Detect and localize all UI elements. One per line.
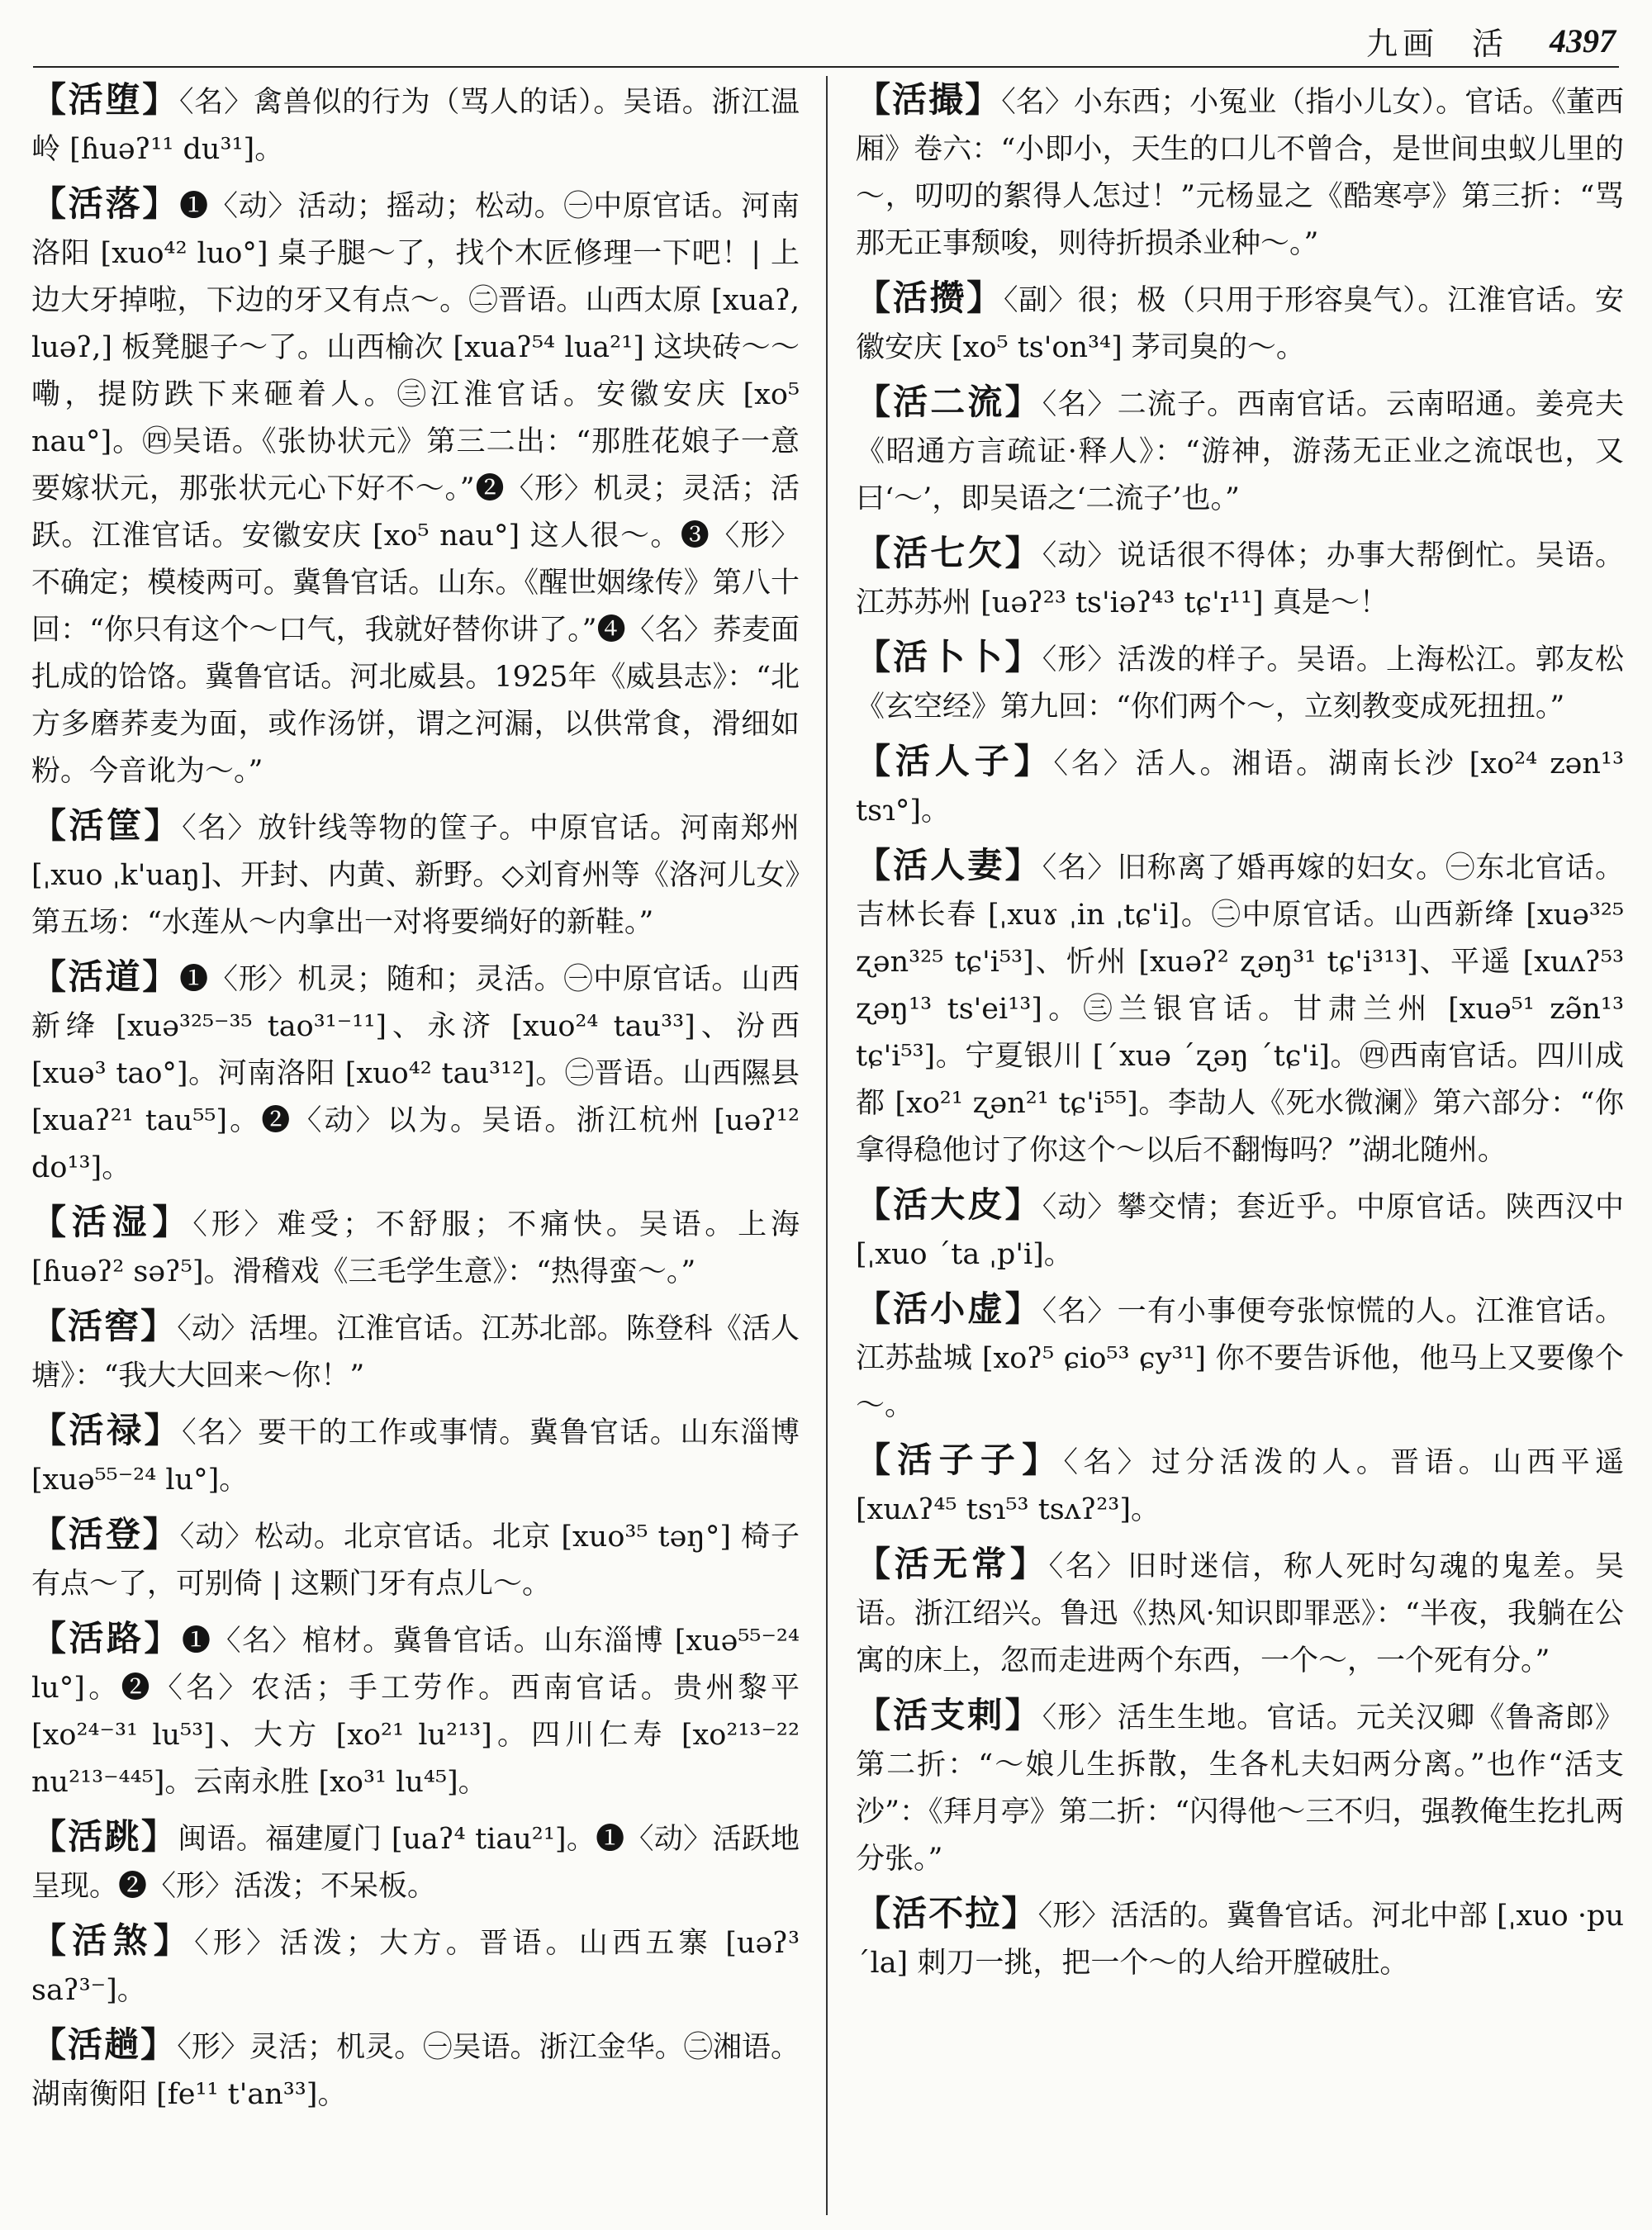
entry-definition: 〈形〉灵活；机灵。㊀吴语。浙江金华。㊁湘语。湖南衡阳 [fe¹¹ t'an³³]。 xyxy=(31,2031,800,2111)
entry-headword: 【活七欠】 xyxy=(856,533,1042,573)
entry-headword: 【活撮】 xyxy=(856,79,1002,120)
entry-definition: 〈名〉放针线等物的筐子。中原官话。河南郑州 [ˌxuo ˌk'uaŋ]、开封、内黄、新野。◇刘育州等《洛河儿女》第五场：“水莲从～内拿出一对将要绱好的新鞋。” xyxy=(31,812,800,939)
dictionary-entry xyxy=(856,1181,1624,1279)
entry-headword: 【活禄】 xyxy=(31,1410,183,1450)
entry-headword: 【活窖】 xyxy=(31,1306,178,1346)
entry-definition: 闽语。福建厦门 [uaʔ⁴ tiau²¹]。❶〈动〉活跃地呈现。❷〈形〉活泼；不呆板。 xyxy=(31,1823,800,1903)
left-column xyxy=(31,76,800,2215)
entry-definition: ❶〈形〉机灵；随和；灵活。㊀中原官话。山西新绛 [xuə³²⁵⁻³⁵ tao³¹⁻¹¹]、永济 [xuo²⁴ tau³³]、汾西 [xuə³ tao°]。河南洛阳 [xuo⁴² tau³¹²]。㊁晋语。山西隰县 [xuaʔ²¹ tau⁵⁵]。❷〈动〉以为。吴语。浙江杭州 [uəʔ¹² do¹³]。 xyxy=(31,963,800,1184)
dictionary-entry xyxy=(856,1890,1624,1987)
entry-headword: 【活落】 xyxy=(31,183,180,224)
page-header xyxy=(33,15,1619,68)
entry-definition: 〈形〉活泼的样子。吴语。上海松江。郭友松《玄空经》第九回：“你们两个～，立刻教变成死扭扭。” xyxy=(856,643,1624,724)
entry-headword: 【活堕】 xyxy=(31,79,180,120)
entry-headword: 【活小虚】 xyxy=(856,1288,1042,1329)
dictionary-entry xyxy=(856,738,1624,835)
entry-definition: 〈名〉旧时迷信，称人死时勾魂的鬼差。吴语。浙江绍兴。鲁迅《热风·知识即罪恶》：“半夜，我躺在公寓的床上，忽而走进两个东西，一个～，一个死有分。” xyxy=(856,1550,1624,1677)
dictionary-entry xyxy=(856,1436,1624,1534)
entry-definition: 〈名〉过分活泼的人。晋语。山西平遥 [xuʌʔ⁴⁵ tsɿ⁵³ tsʌʔ²³]。 xyxy=(856,1446,1624,1526)
entry-headword: 【活支剌】 xyxy=(856,1695,1042,1735)
entry-definition: 〈形〉难受；不舒服；不痛快。吴语。上海 [ɦuəʔ² səʔ⁵]。滑稽戏《三毛学生意》：“热得蛮～。” xyxy=(31,1208,800,1288)
entry-headword: 【活人子】 xyxy=(856,741,1054,781)
entry-headword: 【活湿】 xyxy=(31,1202,193,1242)
dictionary-entry xyxy=(31,76,800,173)
entry-headword: 【活跳】 xyxy=(31,1816,178,1857)
dictionary-entry xyxy=(31,1813,800,1910)
dictionary-entry xyxy=(31,802,800,947)
entry-definition: 〈形〉活活的。冀鲁官话。河北中部 [ˌxuo ·pu ˊla] 刺刀一挑，把一个～的人给开膛破肚。 xyxy=(856,1900,1624,1980)
dictionary-entry xyxy=(31,2021,800,2118)
dictionary-entry xyxy=(31,1615,800,1806)
entry-definition: 〈名〉禽兽似的行为（骂人的话）。吴语。浙江温岭 [ɦuəʔ¹¹ du³¹]。 xyxy=(31,86,800,166)
dictionary-entry xyxy=(31,1407,800,1504)
entry-headword: 【活无常】 xyxy=(856,1544,1049,1584)
entry-definition: 〈名〉要干的工作或事情。冀鲁官话。山东淄博 [xuə⁵⁵⁻²⁴ lu°]。 xyxy=(31,1416,800,1497)
entry-definition: 〈动〉攀交情；套近乎。中原官话。陕西汉中 [ˌxuo ˊta ˌp'i]。 xyxy=(856,1191,1624,1271)
dictionary-entry xyxy=(856,529,1624,627)
entry-definition: 〈动〉松动。北京官话。北京 [xuo³⁵ təŋ°] 椅子有点～了，可别倚 | 这颗门牙有点儿～。 xyxy=(31,1521,800,1601)
entry-headword: 【活大皮】 xyxy=(856,1184,1042,1225)
entry-headword: 【活煞】 xyxy=(31,1920,195,1961)
dictionary-entry xyxy=(856,633,1624,731)
entry-headword: 【活卜卜】 xyxy=(856,637,1042,677)
entry-definition: 〈动〉活埋。江淮官话。江苏北部。陈登科《活人塘》：“我大大回来～你！” xyxy=(31,1312,800,1393)
dictionary-entry xyxy=(31,1917,800,2014)
entry-definition: 〈名〉小东西；小冤业（指小儿女）。官话。《董西厢》卷六：“小即小，天生的口儿不曾合，是世间虫蚁儿里的～，叨叨的絮得人怎过！”元杨显之《酷寒亭》第三折：“骂那无正事颓唆，则待折损杀业种～。” xyxy=(856,86,1624,260)
character-label: 活 xyxy=(1471,25,1503,62)
dictionary-entry xyxy=(856,1285,1624,1430)
dictionary-entry xyxy=(31,1198,800,1296)
dictionary-entry xyxy=(856,378,1624,523)
dictionary-entry xyxy=(31,180,800,795)
dictionary-entry xyxy=(856,842,1624,1174)
entry-definition: 〈名〉旧称离了婚再嫁的妇女。㊀东北官话。吉林长春 [ˌxuɤ ˌin ˌtɕ'i]。㊁中原官话。山西新绛 [xuə³²⁵ ʐən³²⁵ tɕ'i⁵³]、忻州 [xuəʔ² ʐəŋ³¹ tɕ'i³¹³]、平遥 [xuʌʔ⁵³ ʐəŋ¹³ ts'ei¹³]。㊂兰银官话。甘肃兰州 [xuə⁵¹ zə̃n¹³ tɕ'i⁵³]。宁夏银川 [ˊxuə ˊʐəŋ ˊtɕ'i]。㊃西南官话。四川成都 [xo²¹ ʐən²¹ tɕ'i⁵⁵]。李劼人《死水微澜》第六部分：“你拿得稳他讨了你这个～以后不翻悔吗？”湖北随州。 xyxy=(856,852,1624,1167)
entry-headword: 【活人妻】 xyxy=(856,845,1042,885)
column-divider xyxy=(826,76,828,2215)
dictionary-entry xyxy=(31,1511,800,1608)
dictionary-entry xyxy=(856,1691,1624,1883)
entry-headword: 【活趟】 xyxy=(31,2024,178,2065)
entry-definition: 〈名〉二流子。西南官话。云南昭通。姜亮夫《昭通方言疏证·释人》：“游神，游荡无正业之流氓也，又曰‘～’，即吴语之‘二流子’也。” xyxy=(856,388,1624,515)
entry-headword: 【活攒】 xyxy=(856,278,1004,318)
entry-definition: 〈名〉一有小事便夸张惊慌的人。江淮官话。江苏盐城 [xoʔ⁵ ɕio⁵³ ɕy³¹] 你不要告诉他，他马上又要像个～。 xyxy=(856,1295,1624,1422)
entry-definition: 〈形〉活生生地。官话。元关汉卿《鲁斋郎》第二折：“～娘儿生拆散，生各札夫妇两分离。”也作“活支沙”：《拜月亭》第二折：“闪得他～三不归，强教俺生扢扎两分张。” xyxy=(856,1701,1624,1876)
entry-definition: 〈副〉很；极（只用于形容臭气）。江淮官话。安徽安庆 [xo⁵ ts'on³⁴] 茅司臭的～。 xyxy=(856,284,1624,364)
entry-definition: 〈形〉活泼；大方。晋语。山西五寨 [uəʔ³ saʔ³⁻]。 xyxy=(31,1927,800,2007)
right-column xyxy=(856,76,1624,2215)
entry-definition: ❶〈动〉活动；摇动；松动。㊀中原官话。河南洛阳 [xuo⁴² luo°] 桌子腿～了，找个木匠修理一下吧！| 上边大牙掉啦，下边的牙又有点～。㊁晋语。山西太原 [xuaʔ, luəʔ,] 板凳腿子～了。山西榆次 [xuaʔ⁵⁴ lua²¹] 这块砖～～嘞，提防跌下来砸着人。㊂江淮官话。安徽安庆 [xo⁵ nau°]。㊃吴语。《张协状元》第三二出：“那胜花娘子一意要嫁状元，那张状元心下好不～。”❷〈形〉机灵；灵活；活跃。江淮官话。安徽安庆 [xo⁵ nau°] 这人很～。❸〈形〉不确定；模棱两可。冀鲁官话。山东。《醒世姻缘传》第八十回：“你只有这个～口气，我就好替你讲了。”❹〈名〉荞麦面扎成的饸饹。冀鲁官话。河北威县。1925年《威县志》：“北方多磨荞麦为面，或作汤饼，谓之河漏，以供常食，滑细如粉。今音讹为～。” xyxy=(31,190,800,788)
radical-label: 九画 xyxy=(1365,25,1439,62)
entry-definition: 〈动〉说话很不得体；办事大帮倒忙。吴语。江苏苏州 [uəʔ²³ ts'iəʔ⁴³ tɕ'ɪ¹¹] 真是～！ xyxy=(856,539,1624,619)
entry-headword: 【活登】 xyxy=(31,1514,180,1554)
entry-headword: 【活路】 xyxy=(31,1618,183,1658)
dictionary-entry xyxy=(31,953,800,1192)
entry-headword: 【活子子】 xyxy=(856,1440,1064,1480)
dictionary-entry xyxy=(856,76,1624,268)
entry-headword: 【活道】 xyxy=(31,956,180,997)
entry-headword: 【活不拉】 xyxy=(856,1893,1038,1933)
entry-headword: 【活筐】 xyxy=(31,805,183,846)
dictionary-entry xyxy=(856,274,1624,372)
entry-definition: 〈名〉活人。湘语。湖南长沙 [xo²⁴ zən¹³ tsɿ°]。 xyxy=(856,747,1624,828)
page-number: 4397 xyxy=(1550,21,1616,59)
entry-definition: ❶〈名〉棺材。冀鲁官话。山东淄博 [xuə⁵⁵⁻²⁴ lu°]。❷〈名〉农活；手工劳作。西南官话。贵州黎平 [xo²⁴⁻³¹ lu⁵³]、大方 [xo²¹ lu²¹³]。四川仁寿 [xo²¹³⁻²² nu²¹³⁻⁴⁴⁵]。云南永胜 [xo³¹ lu⁴⁵]。 xyxy=(31,1625,800,1799)
dictionary-entry xyxy=(31,1302,800,1400)
dictionary-entry xyxy=(856,1540,1624,1685)
entry-headword: 【活二流】 xyxy=(856,382,1042,422)
